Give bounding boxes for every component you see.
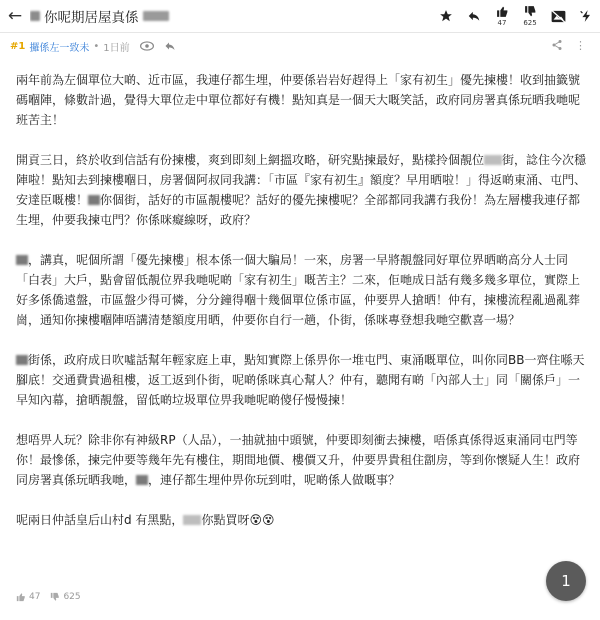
page-indicator-button[interactable]: 1 (546, 561, 586, 601)
eye-icon[interactable] (140, 41, 154, 51)
post-body (16, 70, 588, 530)
topic-header (0, 0, 600, 33)
thumb-up-icon (16, 592, 26, 602)
floor-number: #1 (10, 40, 26, 52)
redacted-block (16, 255, 28, 265)
footer-dislike-button[interactable] (50, 592, 80, 602)
thumb-down-icon (50, 592, 60, 602)
lightning-icon[interactable] (572, 9, 600, 23)
paragraph: ，講真，呢個所謂「優先揀樓」根本係一個大騙局！一來，房署一早將靚盤同好單位界晒啲高分人士同「白表」大戶，點會留低靚位界我哋呢啲「家有初生」嘅苦主？二來，佢哋成日話有幾多幾多單位，實際上好多係僑遠盤，市區盤少得可憐，分分鐘得嗰十幾個單位係市區，仲要畀人搶晒！仲有，揀樓流程亂過亂葬崗，通知你揀樓嗰陣唔講清楚額度用晒，仲要你自行一趟，仆街，係咪專登想我哋空歡喜一場？ (16, 253, 581, 327)
footer-dislike-count: 625 (63, 592, 81, 602)
redacted-block (16, 355, 28, 365)
paragraph: 兩年前為左個單位大啲、近市區，我連仔都生埋，仲要係岩岩好趕得上「家有初生」優先揀樓！收到抽籤號碼嗰陣，條數計過，覺得大單位走中單位都好有機！點知真是一個天大嘅笑話，政府同房署真係玩晒我哋呢班苦主！ (16, 73, 581, 127)
more-icon[interactable]: ⋮ (575, 38, 586, 52)
reply-icon[interactable] (460, 9, 488, 23)
redacted-block (30, 11, 40, 21)
like-count: 47 (497, 19, 507, 27)
image-off-icon[interactable] (544, 10, 572, 23)
reply-icon[interactable] (164, 40, 176, 52)
dislike-count: 625 (523, 19, 537, 27)
share-icon[interactable] (551, 39, 563, 54)
post-time: 1日前 (103, 42, 130, 54)
author-name[interactable]: 攞係左一致未 (29, 42, 90, 54)
paragraph: 開貢三日，終於收到信話有份揀樓，爽到即刻上網搵攻略，研究點揀最好，點樣拎個靚位 街，諗住今次穩陣啦！點知去到揀樓嗰日，房署個阿叔同我講：「市區『家有初生』額度？早用晒啦！」得返啲東涌、屯門、安達臣嘅樓！ 你個街，話好的市區靚樓呢？話好的優先揀樓呢？全部都同我講冇我份！為左層樓我連仔都生埋，仲要我揀屯門？你係咪癡線呀，政府？ (16, 153, 587, 227)
thumb-down-icon (524, 5, 537, 18)
post-meta (0, 33, 600, 59)
redacted-block (136, 475, 148, 485)
post-footer (16, 592, 81, 602)
redacted-block (484, 155, 502, 165)
paragraph: 想唔畀人玩？除非你有神級RP（人品），一抽就抽中頭號，仲要即刻衝去揀樓，唔係真係得返東涌同屯門等你！最慘係，揀完仲要等幾年先有樓住，期間地價、樓價又升，仲要畀貴租住劏房，等到你懷疑人生！政府同房署真係玩晒我哋， ，連仔都生埋仲畀你玩到咁，呢啲係人做嘅事？ (16, 433, 581, 487)
thumb-up-button[interactable] (488, 5, 516, 27)
footer-like-count: 47 (29, 592, 41, 602)
separator: • (93, 40, 100, 52)
redacted-block (183, 515, 201, 525)
paragraph: 呢兩日仲話皇后山村d 有黑點， 你點買呀😵😵 (16, 513, 275, 527)
topic-title-text: 你呢期居屋真係 (44, 10, 139, 26)
topic-title (30, 6, 432, 26)
back-arrow-icon[interactable]: ← (7, 6, 23, 26)
paragraph: 街係，政府成日吹噓話幫年輕家庭上車，點知實際上係畀你一堆屯門、東涌嘅單位，叫你同BB一齊住喺天腳底！交通費貴過租樓，返工返到仆街，呢啲係咪真心幫人？仲有，聽聞有啲「內部人士」同「關係戶」一早知內幕，搶晒靚盤，留低啲垃圾單位畀我哋呢啲傻仔慢慢揀！ (16, 353, 585, 407)
redacted-block (88, 195, 100, 205)
redacted-block (143, 11, 169, 21)
footer-like-button[interactable] (16, 592, 40, 602)
thumb-up-icon (496, 5, 509, 18)
star-icon[interactable] (432, 9, 460, 23)
thumb-down-button[interactable] (516, 5, 544, 27)
